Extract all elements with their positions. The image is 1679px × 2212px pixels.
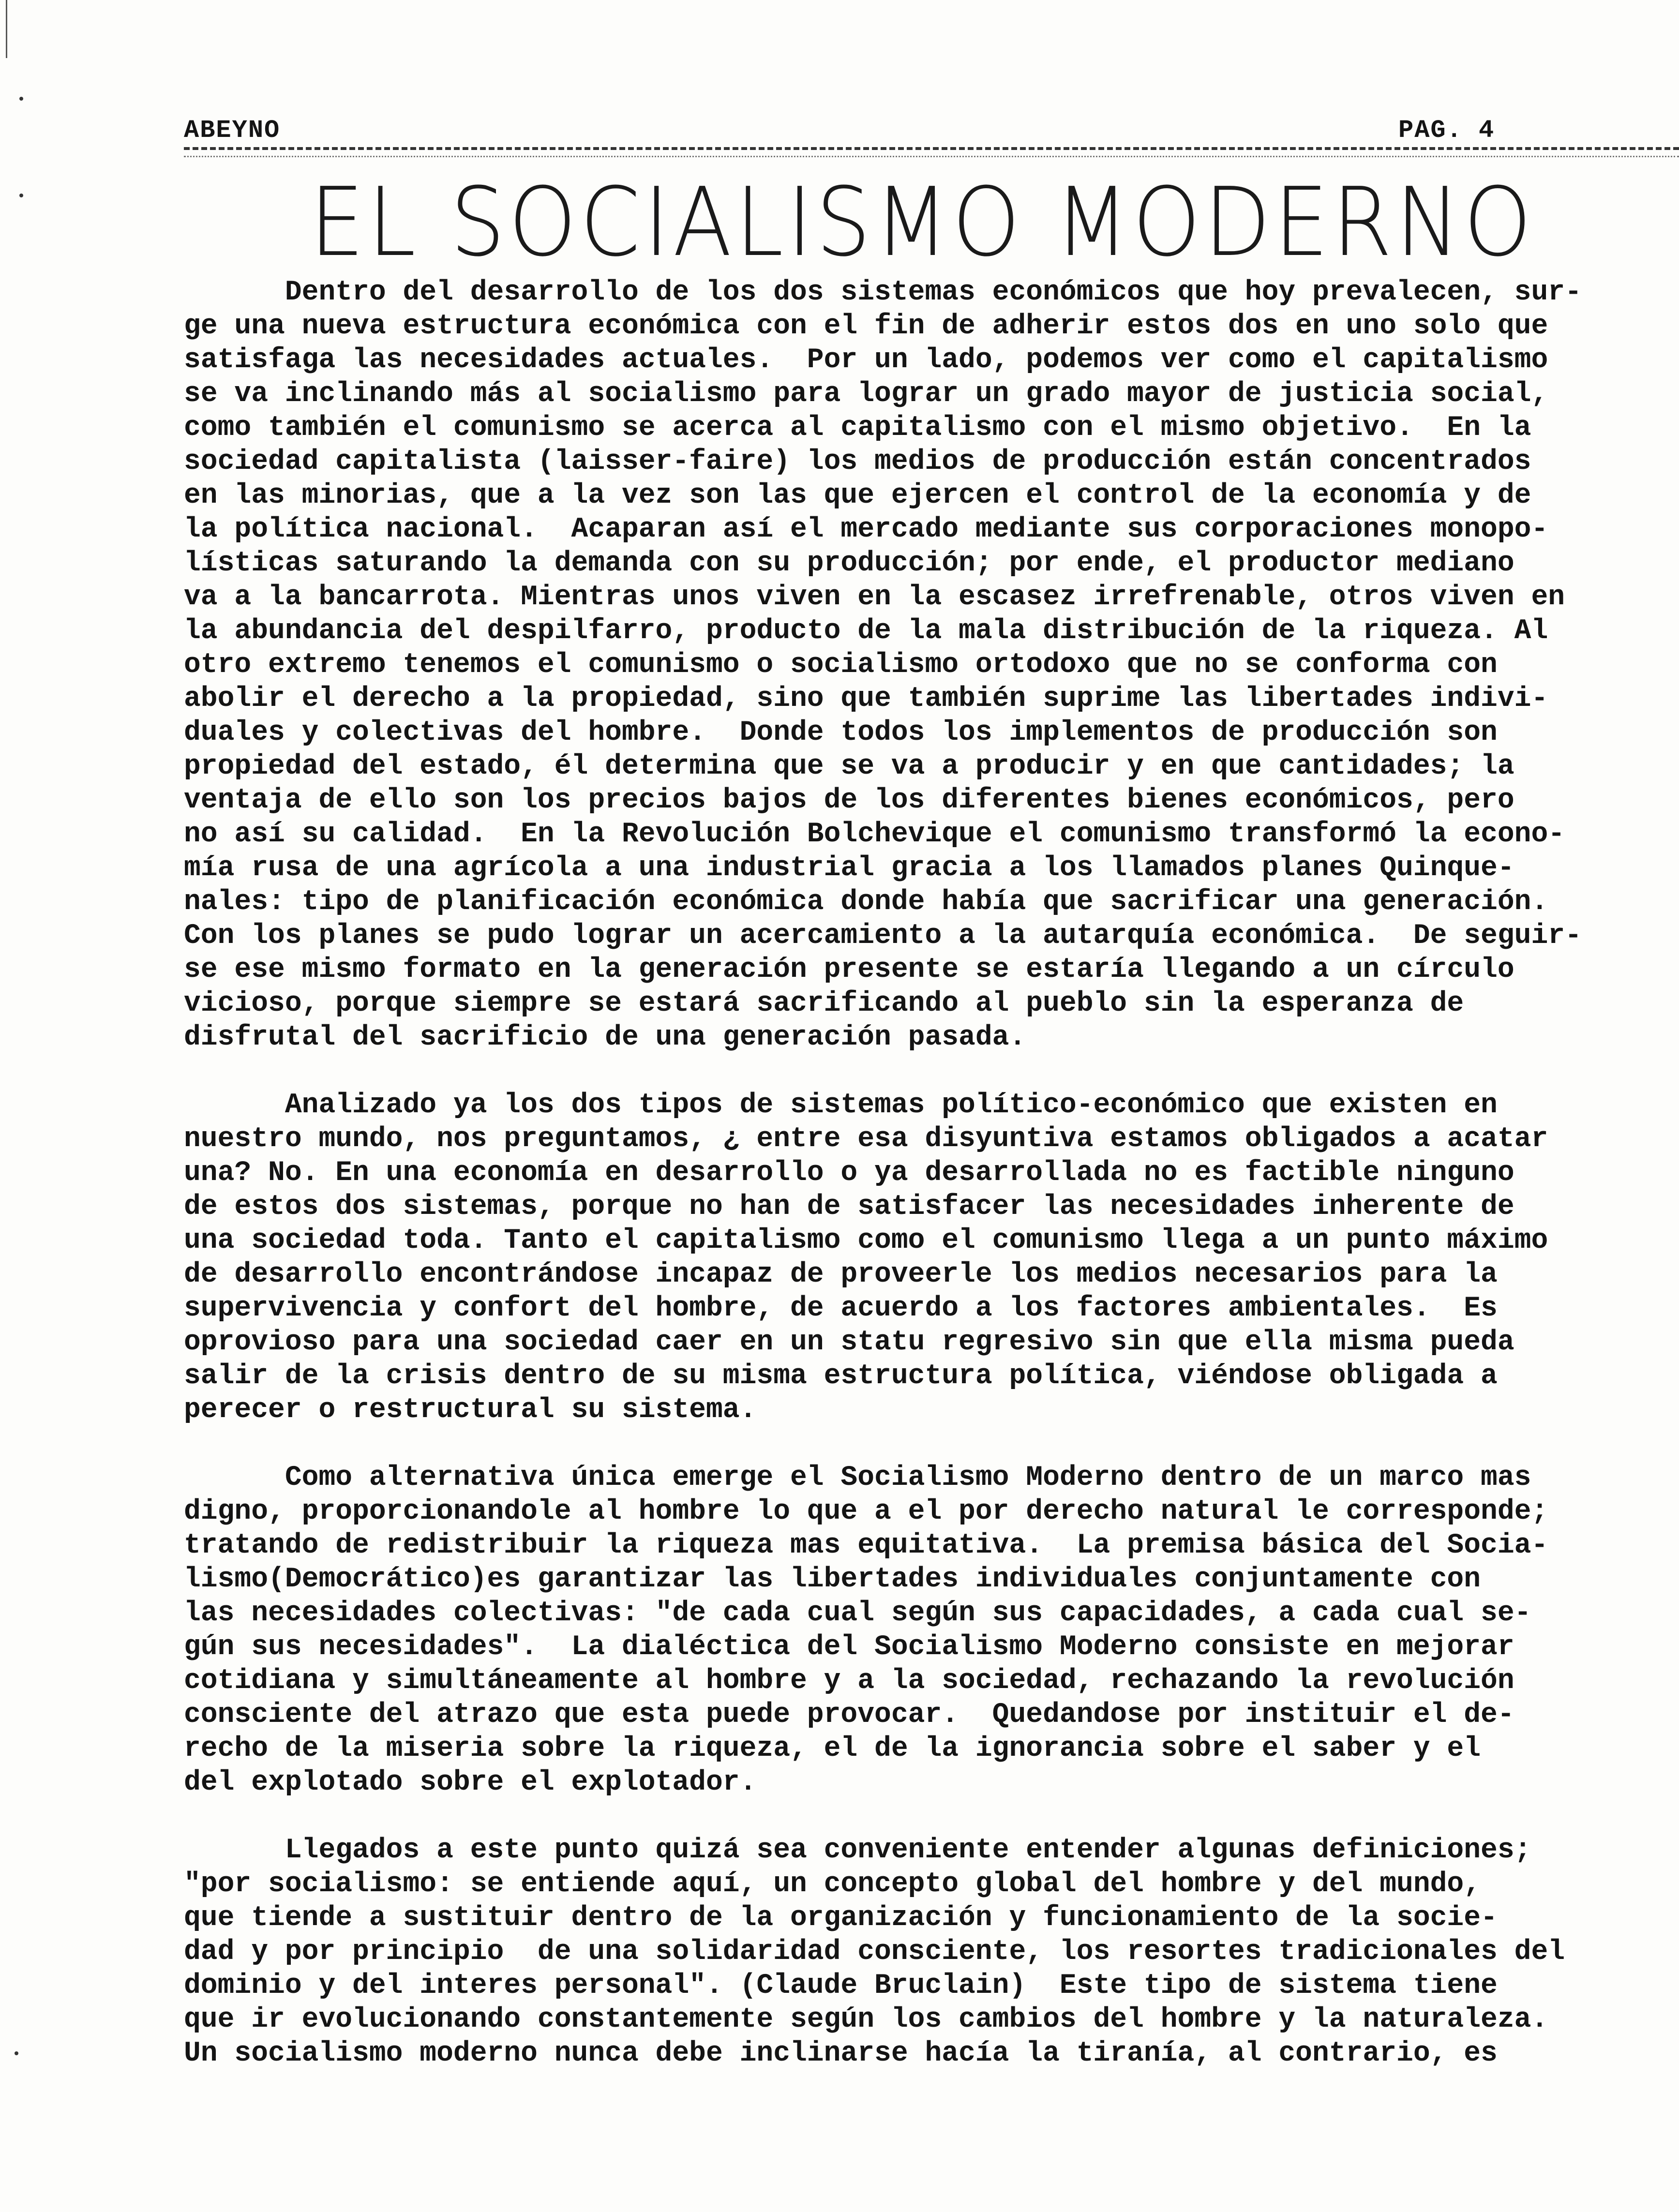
- text-line: mía rusa de una agrícola a una industrial gracia a los llamados planes Quinque-: [184, 852, 1514, 884]
- margin-dot: [15, 2051, 18, 2055]
- text-line: de desarrollo encontrándose incapaz de proveerle los medios necesarios para la: [184, 1259, 1498, 1290]
- text-line: recho de la miseria sobre la riqueza, el de la ignorancia sobre el saber y el: [184, 1733, 1481, 1764]
- margin-dot: [19, 194, 23, 197]
- text-line: de estos dos sistemas, porque no han de satisfacer las necesidades inherente de: [184, 1191, 1514, 1223]
- text-line: perecer o restructural su sistema.: [184, 1394, 757, 1426]
- text-line: la política nacional. Acaparan así el mercado mediante sus corporaciones monopo-: [184, 514, 1548, 545]
- text-line: dad y por principio de una solidaridad consciente, los resortes tradicionales del: [184, 1936, 1565, 1968]
- text-line: Dentro del desarrollo de los dos sistemas económicos que hoy prevalecen, sur-: [184, 277, 1582, 308]
- text-line: abolir el derecho a la propiedad, sino que también suprime las libertades indivi-: [184, 683, 1548, 715]
- page-header: [184, 116, 1679, 174]
- text-line: ge una nueva estructura económica con el fin de adherir estos dos en uno solo que: [184, 311, 1548, 342]
- text-line: del explotado sobre el explotador.: [184, 1767, 757, 1798]
- header-rule: [184, 147, 1679, 150]
- article-body: [184, 276, 1635, 2105]
- text-line: nales: tipo de planificación económica donde había que sacrificar una generación.: [184, 886, 1548, 918]
- text-line: como también el comunismo se acerca al capitalismo con el mismo objetivo. En la: [184, 412, 1531, 444]
- text-line: sociedad capitalista (laisser-faire) los medios de producción están concentrados: [184, 446, 1531, 478]
- title-block: [310, 167, 1535, 278]
- page-title: EL SOCIALISMO MODERNO: [310, 167, 1535, 278]
- text-line: cotidiana y simultáneamente al hombre y a la sociedad, rechazando la revolución: [184, 1665, 1514, 1697]
- text-line: Llegados a este punto quizá sea conveniente entender algunas definiciones;: [184, 1835, 1531, 1866]
- text-line: lismo(Democrático)es garantizar las libertades individuales conjuntamente con: [184, 1564, 1481, 1595]
- text-line: satisfaga las necesidades actuales. Por un lado, podemos ver como el capitalismo: [184, 344, 1548, 376]
- text-line: oprovioso para una sociedad caer en un statu regresivo sin que ella misma pueda: [184, 1327, 1514, 1358]
- page-number: PAG. 4: [1398, 116, 1495, 145]
- text-line: Como alternativa única emerge el Socialismo Moderno dentro de un marco mas: [184, 1462, 1531, 1494]
- text-line: una? No. En una economía en desarrollo o ya desarrollada no es factible ninguno: [184, 1157, 1514, 1189]
- text-line: nuestro mundo, nos preguntamos, ¿ entre esa disyuntiva estamos obligados a acatar: [184, 1123, 1548, 1155]
- text-line: gún sus necesidades". La dialéctica del Socialismo Moderno consiste en mejorar: [184, 1631, 1514, 1663]
- paragraph: [184, 1089, 1635, 1427]
- text-line: las necesidades colectivas: "de cada cual según sus capacidades, a cada cual se-: [184, 1598, 1531, 1629]
- text-line: disfrutal del sacrificio de una generación pasada.: [184, 1022, 1026, 1053]
- margin-dot: [19, 97, 23, 101]
- text-line: otro extremo tenemos el comunismo o socialismo ortodoxo que no se conforma con: [184, 649, 1498, 681]
- text-line: propiedad del estado, él determina que se va a producir y en que cantidades; la: [184, 751, 1514, 782]
- text-line: vicioso, porque siempre se estará sacrificando al pueblo sin la esperanza de: [184, 988, 1464, 1019]
- text-line: una sociedad toda. Tanto el capitalismo como el comunismo llega a un punto máximo: [184, 1225, 1548, 1256]
- text-line: digno, proporcionandole al hombre lo que a el por derecho natural le corresponde;: [184, 1496, 1548, 1527]
- text-line: tratando de redistribuir la riqueza mas equitativa. La premisa básica del Socia-: [184, 1530, 1548, 1561]
- text-line: se va inclinando más al socialismo para lograr un grado mayor de justicia social,: [184, 378, 1548, 410]
- text-line: en las minorias, que a la vez son las que ejercen el control de la economía y de: [184, 480, 1531, 511]
- text-line: Analizado ya los dos tipos de sistemas político-económico que existen en: [184, 1090, 1498, 1121]
- text-line: "por socialismo: se entiende aquí, un concepto global del hombre y del mundo,: [184, 1868, 1481, 1900]
- text-line: salir de la crisis dentro de su misma estructura política, viéndose obligada a: [184, 1360, 1498, 1392]
- text-line: supervivencia y confort del hombre, de acuerdo a los factores ambientales. Es: [184, 1293, 1498, 1324]
- paragraph: [184, 276, 1635, 1055]
- margin-rule: [6, 0, 7, 58]
- text-line: ventaja de ello son los precios bajos de los diferentes bienes económicos, pero: [184, 785, 1514, 816]
- text-line: que tiende a sustituir dentro de la organización y funcionamiento de la socie-: [184, 1902, 1498, 1934]
- header-rule-dotted: [184, 156, 1679, 157]
- text-line: Con los planes se pudo lograr un acercamiento a la autarquía económica. De seguir-: [184, 920, 1582, 952]
- paragraph: [184, 1461, 1635, 1800]
- text-line: va a la bancarrota. Mientras unos viven en la escasez irrefrenable, otros viven en: [184, 582, 1565, 613]
- text-line: la abundancia del despilfarro, producto de la mala distribución de la riqueza. Al: [184, 615, 1548, 647]
- paragraph: [184, 1834, 1635, 2071]
- text-line: se ese mismo formato en la generación presente se estaría llegando a un círculo: [184, 954, 1514, 986]
- text-line: lísticas saturando la demanda con su producción; por ende, el productor mediano: [184, 548, 1514, 579]
- text-line: consciente del atrazo que esta puede provocar. Quedandose por instituir el de-: [184, 1699, 1514, 1731]
- text-line: Un socialismo moderno nunca debe inclinarse hacía la tiranía, al contrario, es: [184, 2038, 1498, 2069]
- text-line: no así su calidad. En la Revolución Bolchevique el comunismo transformó la econo-: [184, 819, 1565, 850]
- text-line: que ir evolucionando constantemente según los cambios del hombre y la naturaleza.: [184, 2004, 1548, 2035]
- text-line: dominio y del interes personal". (Claude Bruclain) Este tipo de sistema tiene: [184, 1970, 1498, 2002]
- text-line: duales y colectivas del hombre. Donde todos los implementos de producción son: [184, 717, 1498, 748]
- publication-name: ABEYNO: [184, 116, 281, 145]
